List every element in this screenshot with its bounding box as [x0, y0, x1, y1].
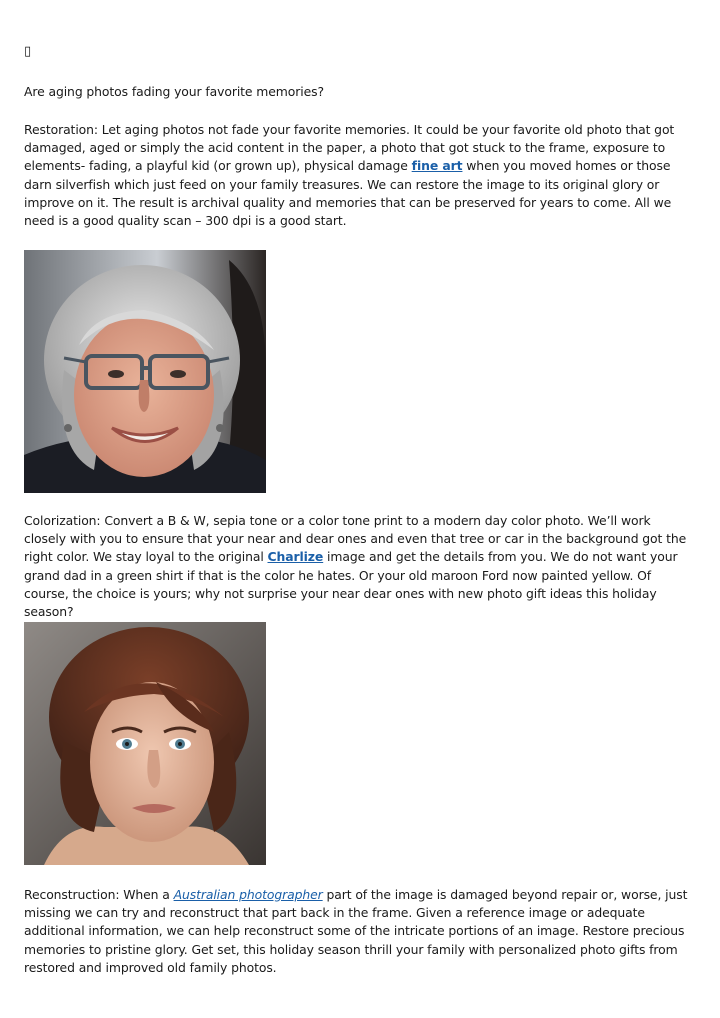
- reconstruction-text-start: Reconstruction: When a: [24, 887, 174, 902]
- restoration-paragraph: [24, 121, 696, 230]
- reconstruction-text-end: part of the image is damaged beyond repair or, worse, just missing we can try and reconstruct that part back in the frame. Given a reference image or adequate additional information, we can help reconstruct some of the intricate portions of an image. Restore precious memories to pristine glory. Get set, this holiday season thrill your family with personalized photo gifts from restored and improved old family photos.: [24, 887, 688, 975]
- colorization-text-start: Colorization: Convert a B & W, sepia tone or a color tone print to a modern day color photo. We’ll work closely with you to ensure that your near and dear ones and even that tree or car in the background got the right color. We stay loyal to the original: [24, 513, 687, 565]
- restoration-text-end: when you moved homes or those darn silverfish which just feed on your family treasures. We can restore the image to its original glory or improve on it. The result is archival quality and memories that can be preserved for years to come. All we need is a good quality scan – 300 dpi is a good start.: [24, 158, 672, 229]
- young-woman-portrait-image: [24, 622, 266, 865]
- reconstruction-paragraph: [24, 886, 696, 977]
- colorization-text-end: image and get the details from you. We do not want your grand dad in a green shirt if that is the color he hates. Or your old maroon Ford now painted yellow. Of course, the choice is yours; why not surprise your near dear ones with new photo gift ideas this holiday season?: [24, 549, 678, 620]
- australian-photographer-link[interactable]: Australian photographer: [173, 887, 323, 902]
- colorization-paragraph: [24, 512, 696, 621]
- missing-glyph-icon: ▯: [24, 44, 32, 59]
- restoration-text-start: Restoration: Let aging photos not fade your favorite memories. It could be your favorite old photo that got damaged, aged or simply the acid content in the paper, a photo that got stuck to the frame, exposure to elements- fading, a playful kid (or grown up), physical damage: [24, 122, 675, 174]
- charlize-link[interactable]: Charlize: [267, 549, 324, 565]
- intro-question: Are aging photos fading your favorite memories?: [24, 84, 324, 99]
- fine-art-link[interactable]: fine art: [411, 158, 463, 174]
- older-woman-portrait-image: [24, 250, 266, 493]
